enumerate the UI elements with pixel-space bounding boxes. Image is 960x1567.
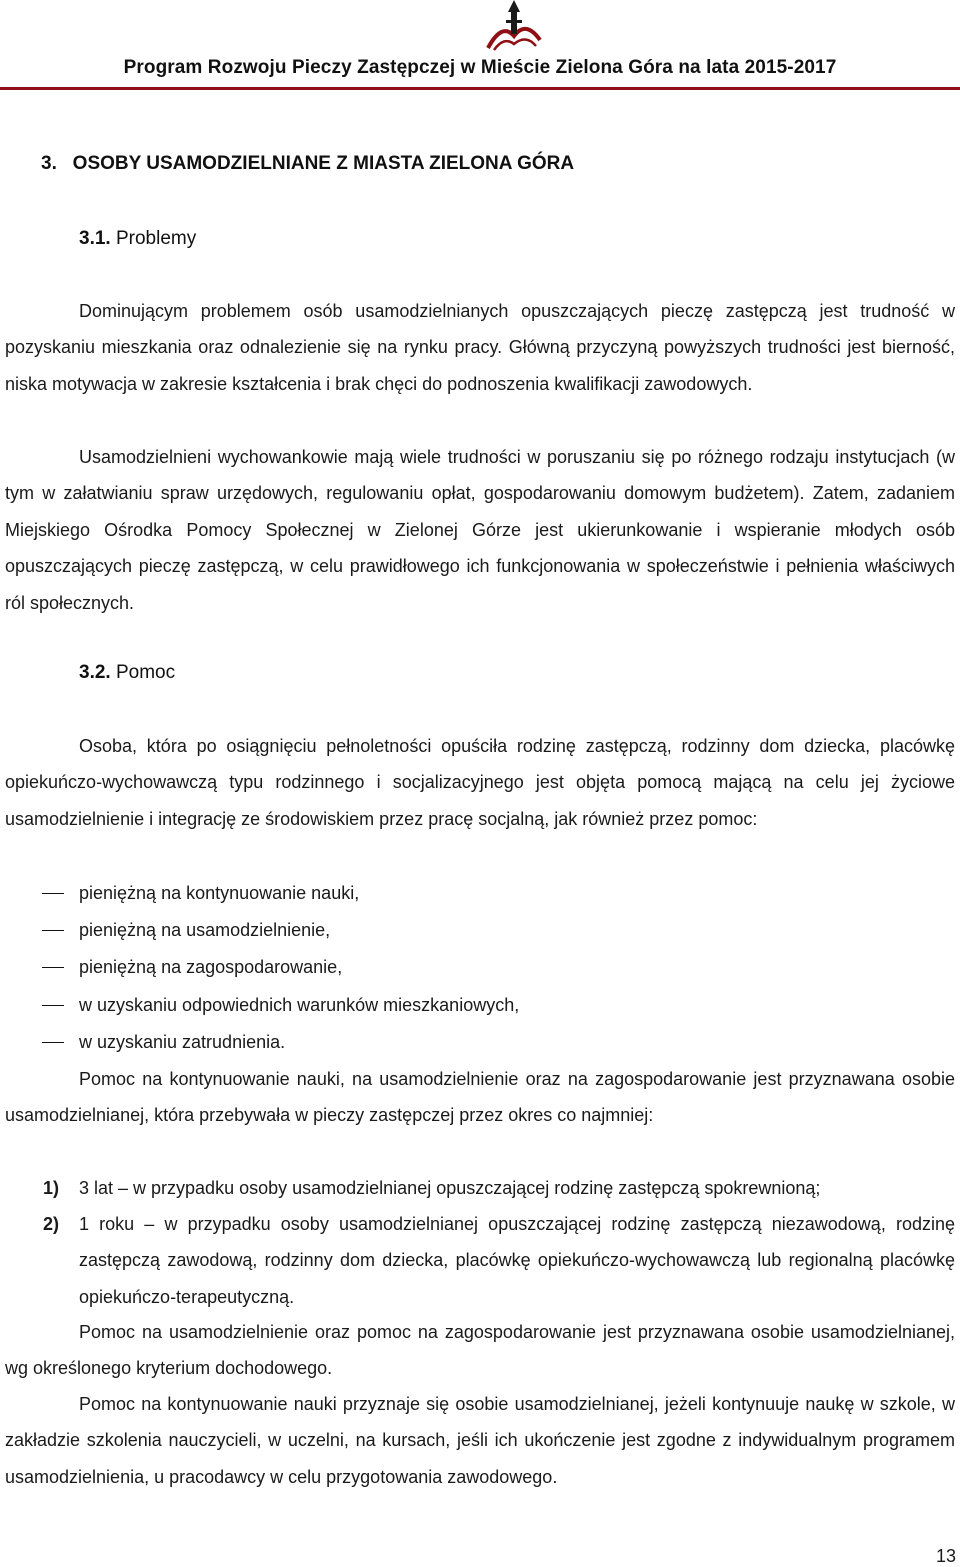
dash-bullet-icon (42, 1042, 64, 1043)
subsection-number: 3.1. (79, 228, 111, 249)
list-item-text: pieniężną na usamodzielnienie, (79, 920, 331, 940)
running-header-title: Program Rozwoju Pieczy Zastępczej w Mieście Zielona Góra na lata 2015-2017 (123, 57, 837, 78)
zielona-gora-logo-icon (484, 0, 544, 56)
dash-bullet-icon (42, 1005, 64, 1006)
dash-bullet-icon (42, 930, 64, 931)
subsection-title: Problemy (110, 228, 197, 249)
header-divider (0, 87, 960, 90)
help-intro-paragraph: Osoba, która po osiągnięciu pełnoletności opuściła rodzinę zastępczą, rodzinny dom dziecka, placówkę opiekuńczo-wychowawczą typu rodzinnego i socjalizacyjnego jest objęta pomocą mającą na celu jej życiowe usamodzielnienie i integrację ze środowiskiem przez pracę socjalną, jak również przez pomoc: (5, 736, 955, 829)
problems-paragraph-1: Dominującym problemem osób usamodzielnianych opuszczających pieczę zastępczą jest trudność w pozyskaniu mieszkania oraz odnalezienie się na rynku pracy. Główną przyczyną powyższych trudności jest bierność, niska motywacja w zakresie kształcenia i brak chęci do podnoszenia kwalifikacji zawodowych. (5, 301, 955, 394)
income-criterion-paragraph: Pomoc na usamodzielnienie oraz pomoc na zagospodarowanie jest przyznawana osobie usamodzielnianej, wg określonego kryterium dochodowego. (5, 1322, 955, 1379)
education-help-paragraph: Pomoc na kontynuowanie nauki przyznaje się osobie usamodzielnianej, jeżeli kontynuuje naukę w szkole, w zakładzie szkolenia nauczycieli, w uczelni, na kursach, jeśli ich ukończenie jest zgodne z indywidualnym programem usamodzielnienia, u pracodawcy w celu przygotowania zawodowego. (5, 1394, 955, 1487)
period-label: 2) (43, 1214, 60, 1234)
subsection-title: Pomoc (110, 662, 176, 683)
list-item-text: w uzyskaniu zatrudnienia. (79, 1032, 286, 1052)
period-text: 1 roku – w przypadku osoby usamodzielnianej opuszczającej rodzinę zastępczą niezawodową, rodzinę zastępczą zawodową, rodzinny dom dziecka, placówkę opiekuńczo-wychowawczą lub regionalną placówkę opiekuńczo-terapeutyczną. (79, 1214, 955, 1307)
list-item-text: pieniężną na kontynuowanie nauki, (79, 883, 360, 903)
subsection-heading-help (79, 661, 175, 685)
period-text: 3 lat – w przypadku osoby usamodzielnianej opuszczającej rodzinę zastępczą spokrewnioną; (79, 1178, 821, 1198)
grant-duration-paragraph: Pomoc na kontynuowanie nauki, na usamodzielnienie oraz na zagospodarowanie jest przyznawana osobie usamodzielnianej, która przebywała w pieczy zastępczej przez okres co najmniej: (5, 1069, 955, 1126)
dash-bullet-icon (42, 967, 64, 968)
problems-paragraph-2: Usamodzielnieni wychowankowie mają wiele trudności w poruszaniu się po różnego rodzaju instytucjach (w tym w załatwianiu spraw urzędowych, regulowaniu opłat, gospodarowaniu domowym budżetem). Zatem, zadaniem Miejskiego Ośrodka Pomocy Społecznej w Zielonej Górze jest ukierunkowanie i wspieranie młodych osób opuszczających pieczę zastępczą, w celu prawidłowego ich funkcjonowania w społeczeństwie i pełnienia właściwych ról społecznych. (5, 447, 955, 613)
page-number: 13 (935, 1546, 956, 1566)
dash-bullet-icon (42, 893, 64, 894)
list-item-text: w uzyskaniu odpowiednich warunków mieszkaniowych, (79, 995, 520, 1015)
section-heading: 3. OSOBY USAMODZIELNIANE Z MIASTA ZIELONA GÓRA (41, 153, 575, 174)
subsection-heading-problems (79, 227, 196, 251)
period-label: 1) (43, 1178, 60, 1198)
subsection-number: 3.2. (79, 662, 111, 683)
list-item-text: pieniężną na zagospodarowanie, (79, 957, 343, 977)
